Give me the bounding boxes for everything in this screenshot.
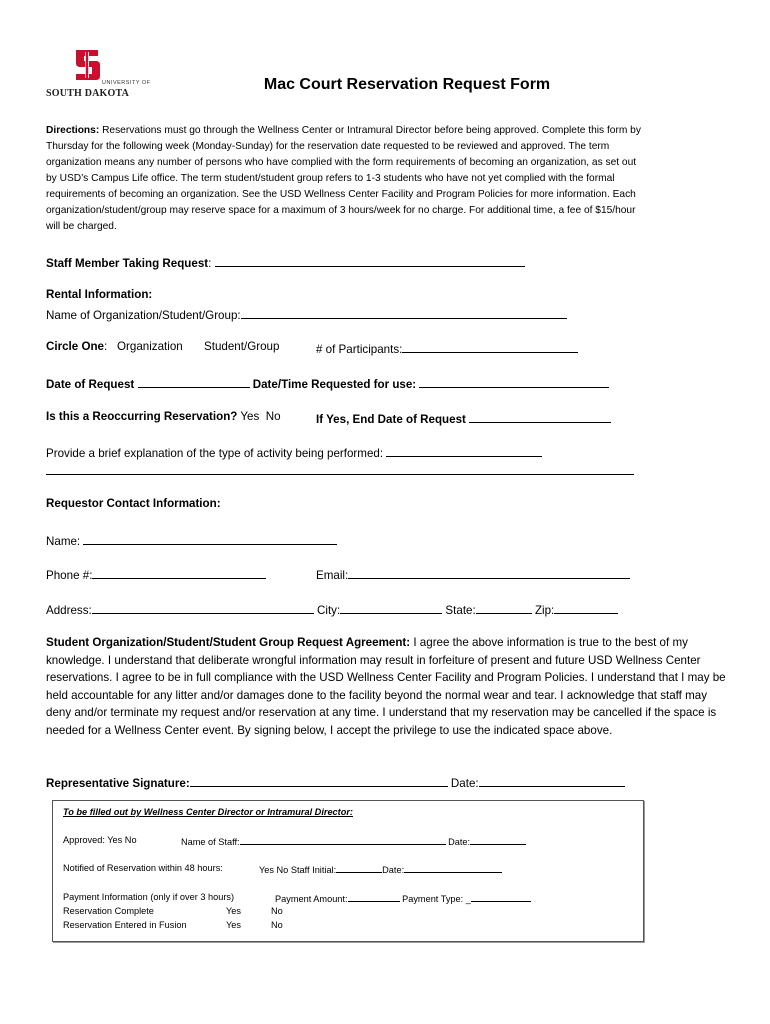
staff-name-row	[181, 835, 526, 847]
staff-initial-label: Staff Initial:	[290, 865, 337, 875]
office-date-field[interactable]	[470, 835, 526, 845]
notified-date-field[interactable]	[404, 863, 502, 873]
directions-line-4: by USD’s Campus Life office. The term student/student group refers to 1-3 students who have not yet complied with the formal	[46, 173, 615, 184]
activity-label: Provide a brief explanation of the type of activity being performed:	[46, 447, 384, 460]
address-label: Address:	[46, 604, 92, 617]
phone-label: Phone #:	[46, 569, 93, 582]
directions-line-2: Thursday for the following week (Monday-Sunday) for the reservation date requested to be reviewed and approved. The term	[46, 141, 610, 152]
participants-label: # of Participants:	[316, 343, 403, 356]
payment-amount-field[interactable]	[348, 892, 400, 902]
date-of-request-field[interactable]	[138, 375, 250, 388]
agreement-label: Student Organization/Student/Student Group Request Agreement:	[46, 636, 411, 649]
directions-label: Directions:	[46, 125, 100, 136]
staff-member-field[interactable]	[215, 254, 525, 267]
phone-field[interactable]	[92, 566, 266, 579]
directions-line-1: Reservations must go through the Wellness Center or Intramural Director before being approved. Complete this form by	[102, 125, 641, 136]
reoccurring-question: Is this a Reoccurring Reservation?	[46, 410, 238, 423]
reoccurring-yes[interactable]: Yes	[240, 410, 260, 423]
logo-university-of: UNIVERSITY OF	[102, 80, 151, 86]
directions-line-3: organization means any number of persons who have complied with the form requirements of becoming an organization, as set out	[46, 157, 637, 168]
date-time-requested-label: Date/Time Requested for use:	[252, 378, 417, 391]
reoccurring-no[interactable]: No	[265, 410, 281, 423]
signature-date-field[interactable]	[479, 774, 625, 787]
payment-amount-label: Payment Amount:	[275, 894, 348, 904]
directions-line-7: will be charged.	[46, 221, 117, 232]
name-row	[46, 532, 337, 548]
address-field[interactable]	[92, 601, 314, 614]
phone-row	[46, 566, 266, 582]
end-date-label: If Yes, End Date of Request	[316, 413, 466, 426]
name-label: Name:	[46, 535, 81, 548]
payment-type-label: Payment Type: _	[402, 894, 471, 904]
city-label: City:	[317, 604, 341, 617]
signature-field[interactable]	[190, 774, 448, 787]
staff-initial-field[interactable]	[336, 863, 382, 873]
signature-date-label: Date:	[450, 777, 479, 790]
reservation-complete-no[interactable]: No	[271, 906, 283, 916]
date-of-request-label: Date of Request	[46, 378, 135, 391]
notified-options[interactable]: Yes No	[259, 865, 289, 875]
notified-label: Notified of Reservation within 48 hours:	[63, 863, 223, 873]
end-date-row	[316, 410, 611, 426]
directions-line-5: requirements of becoming an organization. See the USD Wellness Center Facility and Program Policies for more information. Each	[46, 189, 636, 200]
org-name-field[interactable]	[241, 306, 567, 319]
staff-member-label: Staff Member Taking Request	[46, 257, 209, 270]
office-use-box	[52, 800, 644, 942]
name-field[interactable]	[83, 532, 337, 545]
agreement-paragraph	[46, 634, 726, 739]
circle-one-label: Circle One	[46, 340, 104, 353]
city-field[interactable]	[340, 601, 442, 614]
payment-info-label: Payment Information (only if over 3 hours)	[63, 892, 235, 902]
state-field[interactable]	[476, 601, 532, 614]
payment-type-field[interactable]	[471, 892, 531, 902]
signature-label: Representative Signature:	[46, 777, 190, 790]
staff-name-label: Name of Staff:	[181, 837, 240, 847]
logo-south-dakota: SOUTH DAKOTA	[46, 88, 130, 99]
rental-heading: Rental Information:	[46, 288, 153, 301]
contact-heading: Requestor Contact Information:	[46, 497, 221, 510]
zip-label: Zip:	[534, 604, 555, 617]
reservation-complete-yes[interactable]: Yes	[226, 906, 241, 916]
participants-row	[316, 340, 578, 356]
circle-one-colon: :	[104, 340, 108, 353]
agreement-text: I agree the above information is true to the best of my knowledge. I understand that deliberate wrongful information may result in forfeiture of present and future USD Wellness Center reservations. I agree to be in full compliance with the USD Wellness Center Facility and Program Policies. I understand that I may be held accountable for any litter and/or damages done to the facility beyond the normal wear and tear. I acknowledge that staff may deny and/or terminate my request and/or reservation at any time. I understand that my reservation may be cancelled if the space is needed for a Wellness Center event. By signing below, I accept the privilege to use the indicated space above.	[46, 636, 726, 737]
reoccurring-row	[46, 410, 281, 423]
email-label: Email:	[316, 569, 349, 582]
notified-date-label: Date:	[382, 865, 405, 875]
activity-row	[46, 444, 542, 460]
approved-options[interactable]: Approved: Yes No	[63, 835, 137, 845]
activity-field[interactable]	[386, 444, 542, 457]
email-field[interactable]	[348, 566, 630, 579]
staff-name-field[interactable]	[240, 835, 446, 845]
staff-member-colon: :	[208, 257, 212, 270]
payment-row	[275, 892, 531, 904]
circle-one-row	[46, 340, 107, 353]
signature-row	[46, 774, 625, 790]
org-name-label: Name of Organization/Student/Group:	[46, 309, 241, 322]
reservation-fusion-no[interactable]: No	[271, 920, 283, 930]
email-row	[316, 566, 630, 582]
option-organization[interactable]: Organization	[117, 340, 183, 353]
address-row	[46, 601, 618, 617]
reservation-fusion-yes[interactable]: Yes	[226, 920, 241, 930]
office-use-heading: To be filled out by Wellness Center Director or Intramural Director:	[63, 807, 353, 817]
directions-paragraph	[46, 123, 726, 235]
date-time-requested-field[interactable]	[419, 375, 609, 388]
option-student-group[interactable]: Student/Group	[204, 340, 280, 353]
notified-row	[259, 863, 502, 875]
activity-field-line-2[interactable]	[46, 474, 634, 475]
end-date-field[interactable]	[469, 410, 611, 423]
office-date-label: Date:	[448, 837, 471, 847]
staff-member-row	[46, 254, 525, 270]
zip-field[interactable]	[554, 601, 618, 614]
reservation-complete-label: Reservation Complete	[63, 906, 154, 916]
reservation-fusion-label: Reservation Entered in Fusion	[63, 920, 187, 930]
state-label: State:	[445, 604, 476, 617]
participants-field[interactable]	[402, 340, 578, 353]
directions-line-6: organization/student/group may reserve space for a maximum of 3 hours/week for no charge. For additional time, a fee of $15/hour	[46, 205, 636, 216]
org-name-row	[46, 306, 567, 322]
dates-row	[46, 375, 609, 391]
page-title: Mac Court Reservation Request Form	[263, 76, 551, 93]
